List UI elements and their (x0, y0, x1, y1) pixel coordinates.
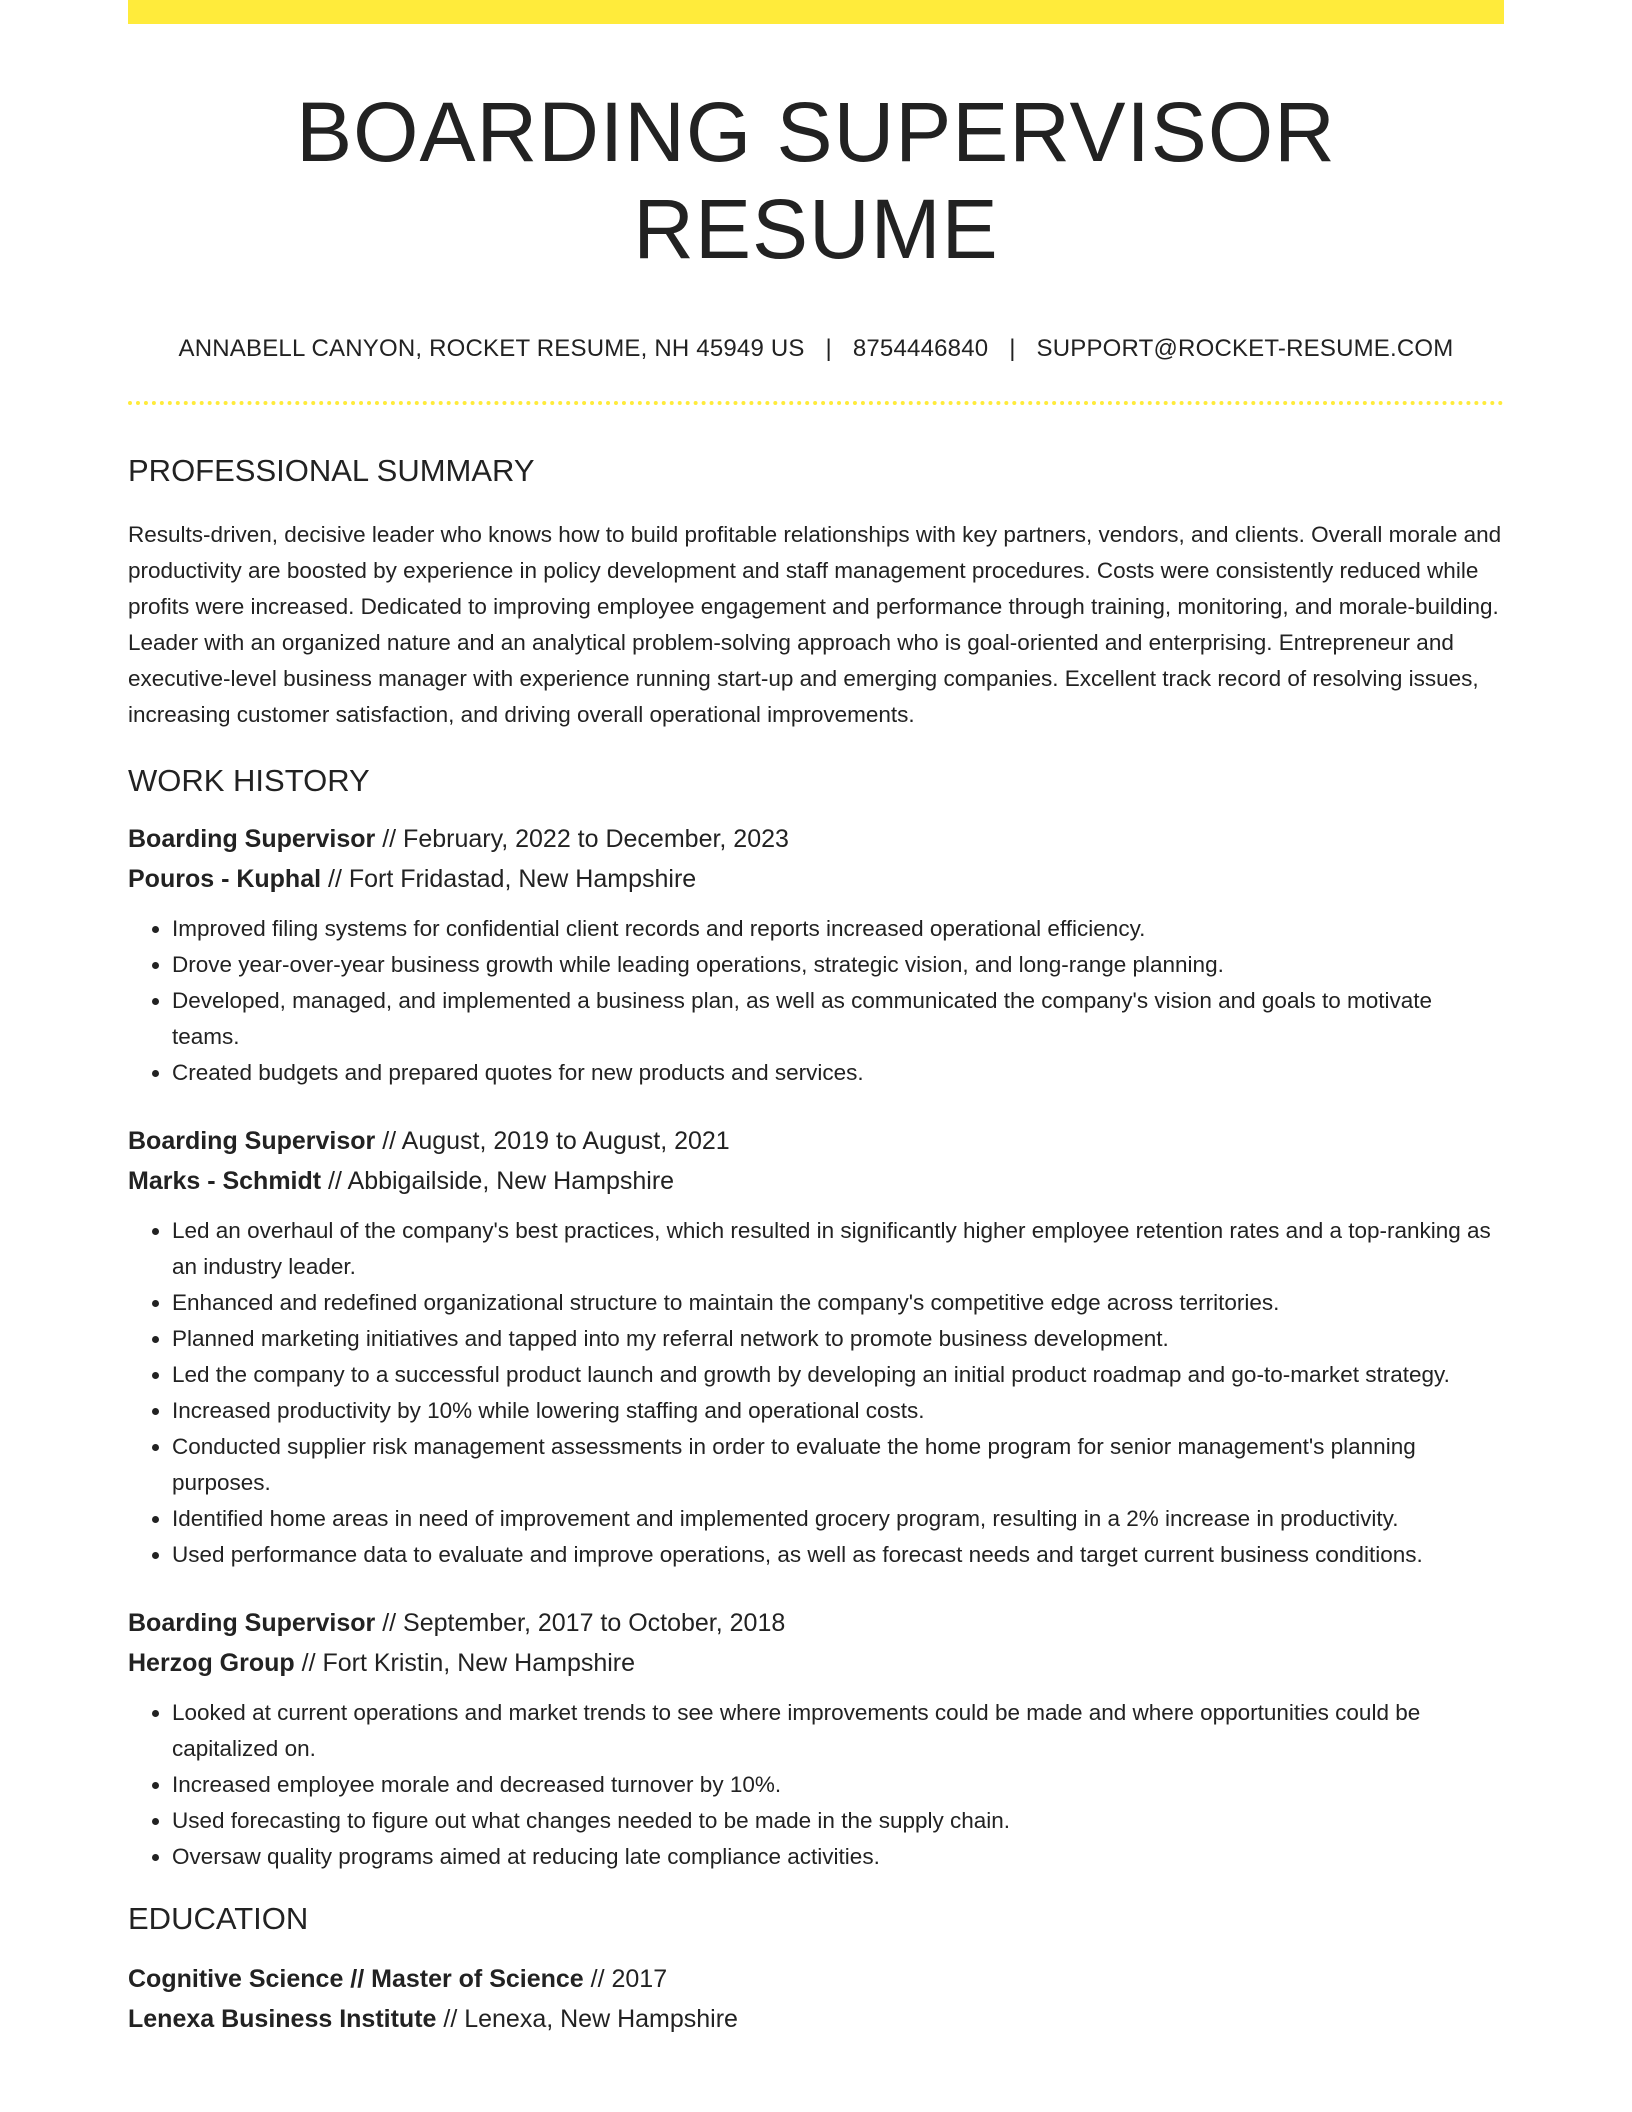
contact-line (128, 335, 1504, 363)
education-location: // Lenexa, New Hampshire (436, 2005, 738, 2034)
job-location: // Abbigailside, New Hampshire (321, 1167, 675, 1196)
list-item: • Developed, managed, and implemented a business plan, as well as communicated the company's vision and goals to motivate teams. (172, 983, 1504, 1055)
contact-address: ANNABELL CANYON, ROCKET RESUME, NH 45949 US (178, 335, 805, 363)
list-item: • Enhanced and redefined organizational structure to maintain the company's competitive edge across territories. (172, 1285, 1504, 1321)
resume-page (128, 0, 1504, 2039)
contact-separator: | (825, 335, 832, 363)
list-item: • Led the company to a successful product launch and growth by developing an initial product roadmap and go-to-market strategy. (172, 1357, 1504, 1393)
dotted-divider (128, 401, 1504, 405)
list-item: • Planned marketing initiatives and tapped into my referral network to promote business development. (172, 1321, 1504, 1357)
accent-bar (128, 0, 1504, 24)
job-title: Boarding Supervisor (128, 1609, 376, 1638)
resume-title: BOARDING SUPERVISOR RESUME (296, 85, 1336, 276)
education-year: // 2017 (583, 1965, 668, 1994)
summary-heading: PROFESSIONAL SUMMARY (128, 453, 535, 489)
work-history-heading: WORK HISTORY (128, 763, 370, 799)
job-company-line (128, 1161, 1504, 1201)
list-item: • Increased employee morale and decreased turnover by 10%. (172, 1767, 1504, 1803)
job-entry (128, 1121, 1504, 1573)
job-location: // Fort Kristin, New Hampshire (294, 1649, 636, 1678)
job-title-line (128, 1603, 1504, 1643)
education-degree: Cognitive Science // Master of Science (128, 1965, 584, 1994)
list-item: • Oversaw quality programs aimed at reducing late compliance activities. (172, 1839, 1504, 1875)
job-company-line (128, 859, 1504, 899)
job-company-line (128, 1643, 1504, 1683)
contact-separator: | (1009, 335, 1016, 363)
education-school: Lenexa Business Institute (128, 2005, 437, 2034)
list-item: • Identified home areas in need of improvement and implemented grocery program, resulting in a 2% increase in productivity. (172, 1501, 1504, 1537)
job-company: Marks - Schmidt (128, 1167, 322, 1196)
job-entry (128, 819, 1504, 1091)
job-company: Pouros - Kuphal (128, 865, 322, 894)
job-dates: // August, 2019 to August, 2021 (375, 1127, 730, 1156)
job-bullets (128, 911, 1504, 1091)
education-heading: EDUCATION (128, 1901, 309, 1937)
list-item: • Improved filing systems for confidential client records and reports increased operational efficiency. (172, 911, 1504, 947)
job-title-line (128, 819, 1504, 859)
job-location: // Fort Fridastad, New Hampshire (321, 865, 697, 894)
job-title: Boarding Supervisor (128, 825, 376, 854)
list-item: • Looked at current operations and market trends to see where improvements could be made and where opportunities could be capitalized on. (172, 1695, 1504, 1767)
job-company: Herzog Group (128, 1649, 295, 1678)
job-bullets (128, 1695, 1504, 1875)
list-item: • Used forecasting to figure out what changes needed to be made in the supply chain. (172, 1803, 1504, 1839)
summary-text: Results-driven, decisive leader who knows how to build profitable relationships with key partners, vendors, and clients. Overall morale and productivity are boosted by experience in policy development and staff management procedures. Costs were consistently reduced while profits were increased. Dedicated to improving employee engagement and performance through training, monitoring, and morale-building. Leader with an organized nature and an analytical problem-solving approach who is goal-oriented and enterprising. Entrepreneur and executive-level business manager with experience running start-up and emerging companies. Excellent track record of resolving issues, increasing customer satisfaction, and driving overall operational improvements. (128, 522, 1502, 728)
job-title-line (128, 1121, 1504, 1161)
list-item: • Drove year-over-year business growth while leading operations, strategic vision, and long-range planning. (172, 947, 1504, 983)
job-dates: // September, 2017 to October, 2018 (375, 1609, 786, 1638)
contact-phone: 8754446840 (852, 335, 989, 363)
list-item: • Led an overhaul of the company's best practices, which resulted in significantly higher employee retention rates and a top-ranking as an industry leader. (172, 1213, 1504, 1285)
job-bullets (128, 1213, 1504, 1573)
job-entry (128, 1603, 1504, 1875)
list-item: • Created budgets and prepared quotes for new products and services. (172, 1055, 1504, 1091)
education-degree-line (128, 1959, 1504, 1999)
list-item: • Used performance data to evaluate and improve operations, as well as forecast needs and target current business conditions. (172, 1537, 1504, 1573)
education-school-line (128, 1999, 1504, 2039)
list-item: • Conducted supplier risk management assessments in order to evaluate the home program for senior management's planning purposes. (172, 1429, 1504, 1501)
education-entry (128, 1959, 1504, 2039)
list-item: • Increased productivity by 10% while lowering staffing and operational costs. (172, 1393, 1504, 1429)
job-dates: // February, 2022 to December, 2023 (375, 825, 789, 854)
job-title: Boarding Supervisor (128, 1127, 376, 1156)
contact-email: SUPPORT@ROCKET-RESUME.COM (1036, 335, 1454, 363)
